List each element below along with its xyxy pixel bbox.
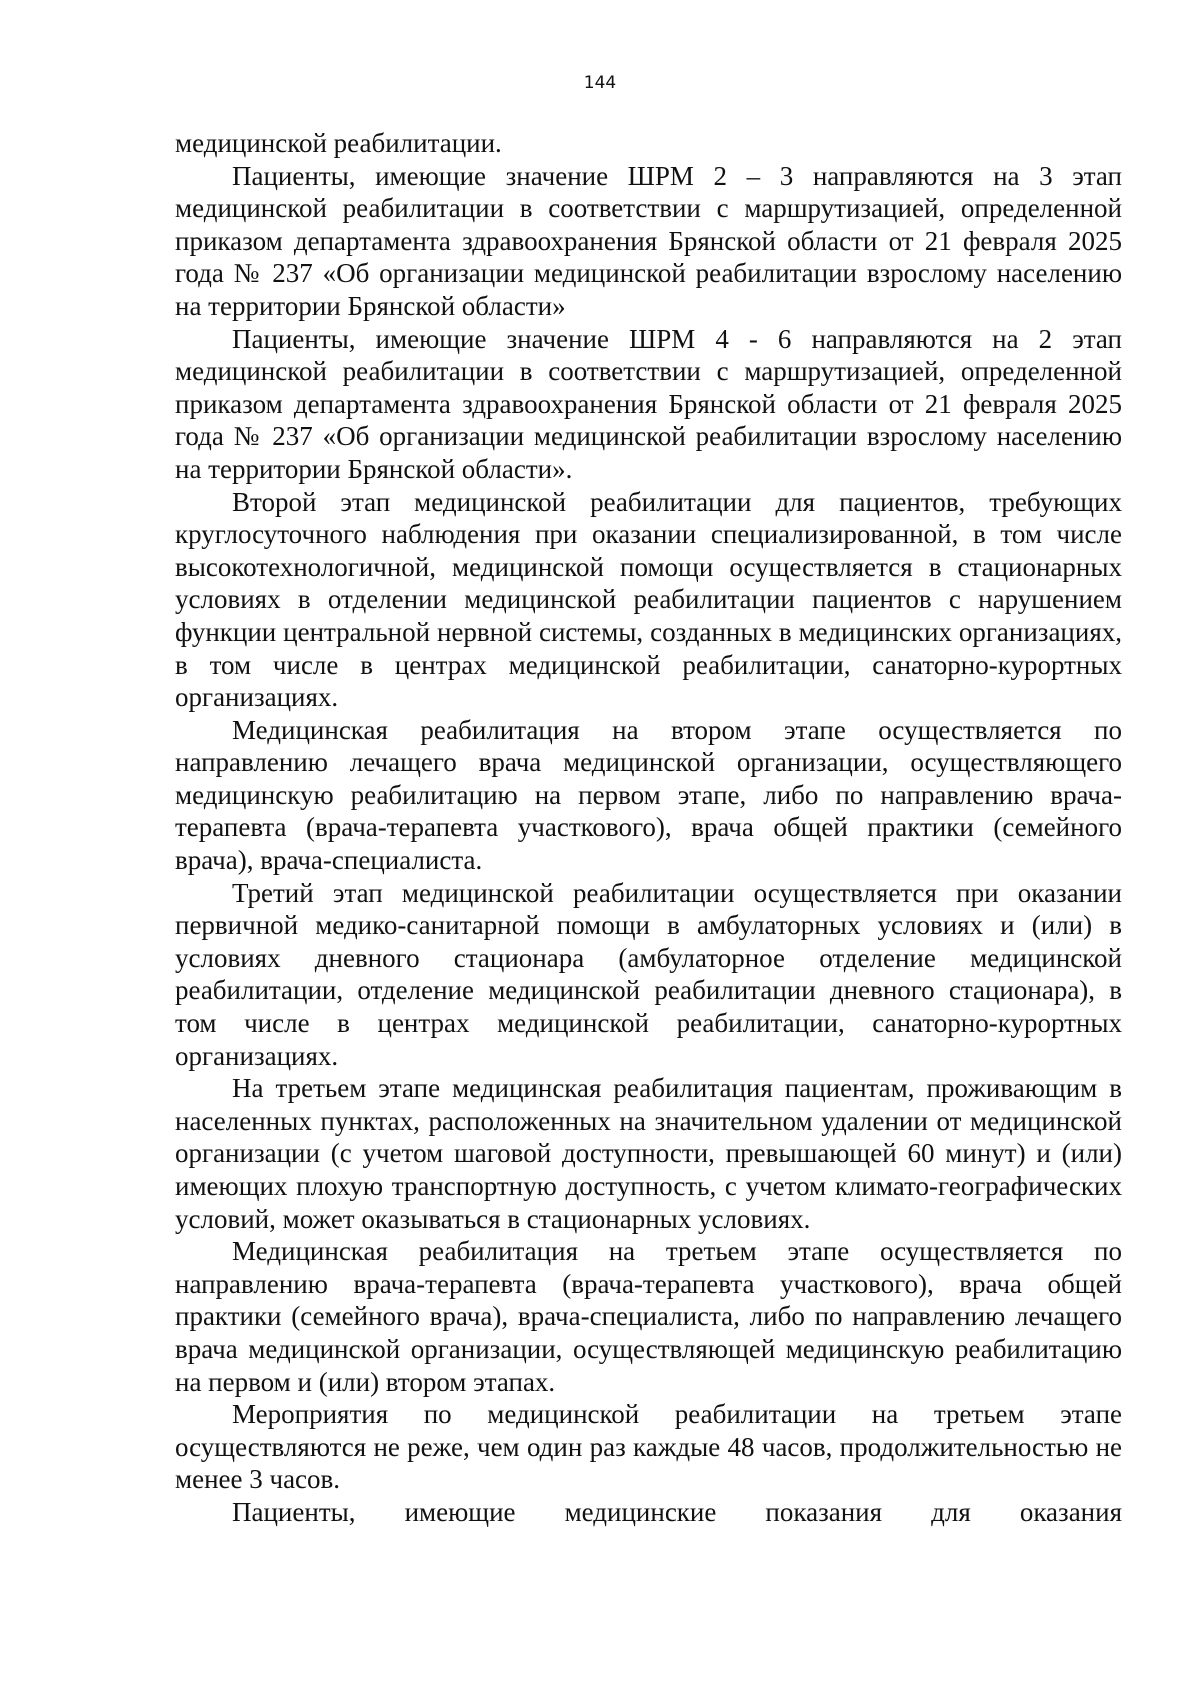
paragraph-third-stage-frequency: Мероприятия по медицинской реабилитации на третьем этапе осуществляются не реже, чем один раз каждые 48 часов, продолжительностью не менее 3 часов. bbox=[175, 1399, 1122, 1495]
paragraph-third-stage: Третий этап медицинской реабилитации осуществляется при оказании первичной медико-санитарной помощи в амбулаторных условиях и (или) в условиях дневного стационара (амбулаторное отделение медицинской реабилитации, отделение медицинской реабилитации дневного стационара), в том числе в центрах медицинской реабилитации, санаторно-курортных организациях. bbox=[175, 877, 1122, 1071]
paragraph-shrm-2-3: Пациенты, имеющие значение ШРМ 2 – 3 направляются на 3 этап медицинской реабилитации в соответствии с маршрутизацией, определенной приказом департамента здравоохранения Брянской области от 21 февраля 2025 года № 237 «Об организации медицинской реабилитации взрослому населению на территории Брянской области» bbox=[175, 160, 1122, 321]
paragraph-third-stage-referral: Медицинская реабилитация на третьем этапе осуществляется по направлению врача-терапевта (врача-терапевта участкового), врача общей практики (семейного врача), врача-специалиста, либо по направлению лечащего врача медицинской организации, осуществляющей медицинскую реабилитацию на первом и (или) втором этапах. bbox=[175, 1236, 1122, 1397]
paragraph-third-stage-remote: На третьем этапе медицинская реабилитация пациентам, проживающим в населенных пунктах, расположенных на значительном удалении от медицинской организации (с учетом шаговой доступности, превышающей 60 минут) и (или) имеющих плохую транспортную доступность, с учетом климато-географических условий, может оказываться в стационарных условиях. bbox=[175, 1073, 1122, 1234]
paragraph-shrm-4-6: Пациенты, имеющие значение ШРМ 4 - 6 направляются на 2 этап медицинской реабилитации в соответствии с маршрутизацией, определенной приказом департамента здравоохранения Брянской области от 21 февраля 2025 года № 237 «Об организации медицинской реабилитации взрослому населению на территории Брянской области». bbox=[175, 323, 1122, 484]
paragraph-patients-indications: Пациенты, имеющие медицинские показания для оказания bbox=[232, 1496, 1122, 1527]
paragraph-second-stage-referral: Медицинская реабилитация на втором этапе осуществляется по направлению лечащего врача медицинской организации, осуществляющего медицинскую реабилитацию на первом этапе, либо по направлению врача-терапевта (врача-терапевта участкового), врача общей практики (семейного врача), врача-специалиста. bbox=[175, 714, 1122, 876]
paragraph-second-stage: Второй этап медицинской реабилитации для пациентов, требующих круглосуточного наблюдения при оказании специализированной, в том числе высокотехнологичной, медицинской помощи осуществляется в стационарных условиях в отделении медицинской реабилитации пациентов с нарушением функции центральной нервной системы, созданных в медицинских организациях, в том числе в центрах медицинской реабилитации, санаторно-курортных организациях. bbox=[175, 486, 1122, 713]
page-number: 144 bbox=[583, 73, 617, 93]
document-body bbox=[175, 127, 1122, 1529]
paragraph-continuation: медицинской реабилитации. bbox=[175, 128, 502, 158]
